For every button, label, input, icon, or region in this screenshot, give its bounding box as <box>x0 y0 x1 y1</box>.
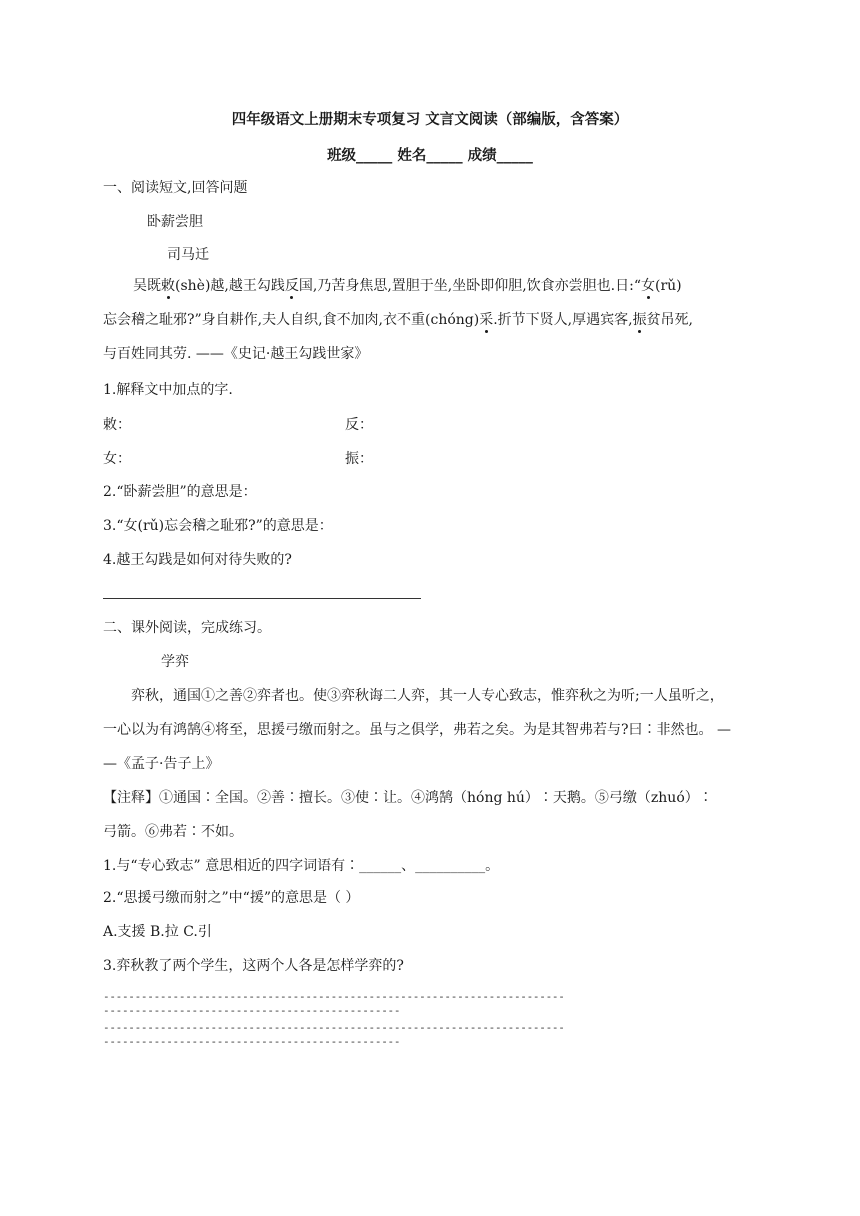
student-info-fields: 班级_____ 姓名_____ 成绩_____ <box>327 147 533 164</box>
section2-passage-line-1: 弈秋，通国①之善②弈者也。使③弈秋诲二人弈，其一人专心致志，惟弈秋之为听;一人虽听之， <box>131 688 724 704</box>
q1-blank-ru: 女： <box>103 451 131 467</box>
section1-author: 司马迁 <box>167 247 209 263</box>
section2-question-1: 1.与“专心致志” 意思相近的四字词语有∶______、__________。 <box>103 858 500 874</box>
section2-passage-line-2: 一心以为有鸿鹄④将至，思援弓缴而射之。虽与之俱学，弗若之矣。为是其智弗若与?曰∶非然也。 — <box>103 722 731 738</box>
passage-text: 国,乃苦身焦思,置胆于坐,坐卧即仰胆,饮食亦尝胆也.日:“ <box>298 278 641 294</box>
section2-notes-line-1: 【注释】①通国∶全国。②善∶擅长。③使∶让。④鸿鹄（hóng hú）∶天鹅。⑤弓缴（zhuó）∶ <box>103 790 713 806</box>
section2-passage-title: 学弈 <box>161 654 189 670</box>
q1-blank-she: 敕： <box>103 417 131 433</box>
section1-question-3: 3.“女(rǔ)忘会稽之耻邪?”的意思是： <box>103 518 333 534</box>
section1-question-4: 4.越王勾践是如何对待失败的? <box>103 552 292 568</box>
section2-question-2-options: A.支援 B.拉 C.引 <box>103 924 212 940</box>
passage-text: (shè)越,越王勾践 <box>175 278 285 294</box>
dotted-character: 女 <box>641 278 655 294</box>
passage-text: 贫吊死, <box>646 312 694 328</box>
section2-question-2: 2.“思援弓缴而射之”中“援”的意思是（ ） <box>103 890 360 906</box>
page-title: 四年级语文上册期末专项复习 文言文阅读（部编版，含答案） <box>231 111 629 128</box>
section2-notes-line-2: 弓箭。⑥弗若∶不如。 <box>103 824 243 840</box>
section1-passage-line-1 <box>133 276 682 296</box>
passage-text: (rǔ) <box>655 278 682 294</box>
section2-question-3: 3.弈秋教了两个学生，这两个人各是怎样学弈的? <box>103 958 404 974</box>
q1-blank-fan: 反： <box>345 417 373 433</box>
section1-heading: 一、阅读短文,回答问题 <box>103 180 248 196</box>
q1-blank-zhen: 振： <box>345 451 373 467</box>
dashed-answer-line-1: ------------------------------------------------------------------------------------------------------------------------ <box>103 990 565 1017</box>
section2-heading: 二、课外阅读，完成练习。 <box>103 620 271 636</box>
dotted-character: 反 <box>284 278 299 294</box>
section1-question-1: 1.解释文中加点的字. <box>103 382 233 398</box>
section1-passage-line-3: 与百姓同其劳. ——《史记·越王勾践世家》 <box>103 346 369 362</box>
section1-passage-line-2 <box>103 310 693 330</box>
section1-question-2: 2.“卧薪尝胆”的意思是： <box>103 484 257 500</box>
answer-underline <box>103 598 421 599</box>
section2-passage-line-3: —《孟子·告子上》 <box>103 756 220 772</box>
passage-text: 忘会稽之耻邪?”身自耕作,夫人自织,食不加肉,衣不重(chóng) <box>103 312 480 328</box>
passage-text: 吴既 <box>133 278 161 294</box>
dotted-character: 采 <box>479 312 494 328</box>
dotted-character: 振 <box>632 312 647 328</box>
passage-text: .折节下贤人,厚遇宾客, <box>493 312 633 328</box>
section1-passage-title: 卧薪尝胆 <box>147 214 203 230</box>
dotted-character: 敕 <box>161 278 175 294</box>
dashed-answer-line-2: ------------------------------------------------------------------------------------------------------------------------ <box>103 1021 565 1048</box>
